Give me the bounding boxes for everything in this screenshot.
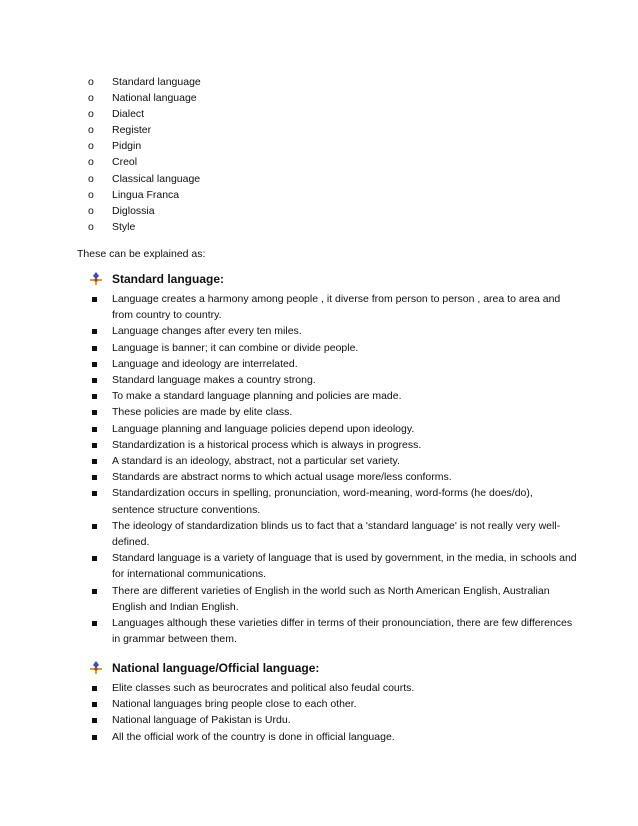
o-bullet-icon: o (88, 140, 94, 153)
square-bullet-icon (88, 404, 112, 420)
section-national-language (88, 659, 578, 745)
o-bullet-icon: o (88, 92, 94, 105)
list-item: To make a standard language planning and policies are made. (88, 388, 578, 404)
o-bullet-icon: o (88, 156, 94, 169)
square-bullet-icon (88, 485, 112, 501)
section-heading-text: Standard language: (112, 272, 225, 286)
list-item: Standard language is a variety of language that is used by government, in the media, in schools and for international communications. (88, 550, 578, 582)
list-item: Languages although these varieties differ in terms of their pronounciation, there are few differences in grammar between them. (88, 615, 578, 647)
toc-item: o Pidgin (88, 140, 142, 153)
section-heading-text: National language/Official language: (112, 661, 320, 675)
square-bullet-icon (88, 340, 112, 356)
square-bullet-icon (88, 323, 112, 339)
square-bullet-icon (88, 388, 112, 404)
o-bullet-icon: o (88, 124, 94, 137)
list-item: The ideology of standardization blinds us to fact that a 'standard language' is not really very well-defined. (88, 518, 578, 550)
list-item: Language changes after every ten miles. (88, 323, 578, 339)
pushpin-icon (88, 660, 112, 676)
list-item: Standardization occurs in spelling, pronunciation, word-meaning, word-forms (he does/do), sentence structure conventions. (88, 485, 578, 517)
toc-item: o Diglossia (88, 204, 155, 217)
list-item: Language planning and language policies depend upon ideology. (88, 421, 578, 437)
square-bullet-icon (88, 729, 112, 745)
toc-item: o Lingua Franca (88, 188, 180, 201)
list-item: There are different varieties of English in the world such as North American English, Australian English and Indian English. (88, 583, 578, 615)
square-bullet-icon (88, 615, 112, 631)
list-item: Standard language makes a country strong. (88, 372, 578, 388)
toc-item: o Register (88, 124, 152, 137)
o-bullet-icon: o (88, 172, 94, 185)
section-heading (88, 270, 578, 288)
o-bullet-icon: o (88, 76, 94, 88)
toc-item: o Style (88, 220, 136, 233)
square-bullet-icon (88, 356, 112, 372)
list-item: National language of Pakistan is Urdu. (88, 712, 578, 728)
list-item: Language is banner; it can combine or divide people. (88, 340, 578, 356)
section-standard-language (88, 270, 578, 647)
o-bullet-icon: o (88, 188, 94, 201)
square-bullet-icon (88, 469, 112, 485)
square-bullet-icon (88, 372, 112, 388)
toc-item: o Standard language (88, 76, 201, 88)
list-item: National languages bring people close to each other. (88, 696, 578, 712)
toc-item: o Creol (88, 156, 138, 169)
o-bullet-icon: o (88, 220, 94, 233)
list-item: All the official work of the country is done in official language. (88, 729, 578, 745)
square-bullet-icon (88, 421, 112, 437)
list-item: Elite classes such as beurocrates and political also feudal courts. (88, 680, 578, 696)
toc-item: o National language (88, 92, 197, 105)
square-bullet-icon (88, 518, 112, 534)
list-item: Standards are abstract norms to which actual usage more/less conforms. (88, 469, 578, 485)
square-bullet-icon (88, 680, 112, 696)
toc-item: o Classical language (88, 172, 201, 185)
list-item: Language creates a harmony among people , it diverse from person to person , area to area and from country to country. (88, 291, 578, 323)
square-bullet-icon (88, 696, 112, 712)
pushpin-icon (88, 271, 112, 287)
square-bullet-icon (88, 712, 112, 728)
square-bullet-icon (88, 291, 112, 307)
intro-text: These can be explained as: (77, 248, 206, 260)
o-bullet-icon: o (88, 204, 94, 217)
bullet-list (88, 291, 578, 647)
square-bullet-icon (88, 583, 112, 599)
list-item: These policies are made by elite class. (88, 404, 578, 420)
square-bullet-icon (88, 437, 112, 453)
bullet-list (88, 680, 578, 745)
o-bullet-icon: o (88, 108, 94, 121)
list-item: Standardization is a historical process which is always in progress. (88, 437, 578, 453)
square-bullet-icon (88, 550, 112, 566)
section-heading (88, 659, 578, 677)
toc-list (88, 75, 201, 236)
list-item: Language and ideology are interrelated. (88, 356, 578, 372)
toc-item: o Dialect (88, 108, 145, 121)
list-item: A standard is an ideology, abstract, not a particular set variety. (88, 453, 578, 469)
square-bullet-icon (88, 453, 112, 469)
